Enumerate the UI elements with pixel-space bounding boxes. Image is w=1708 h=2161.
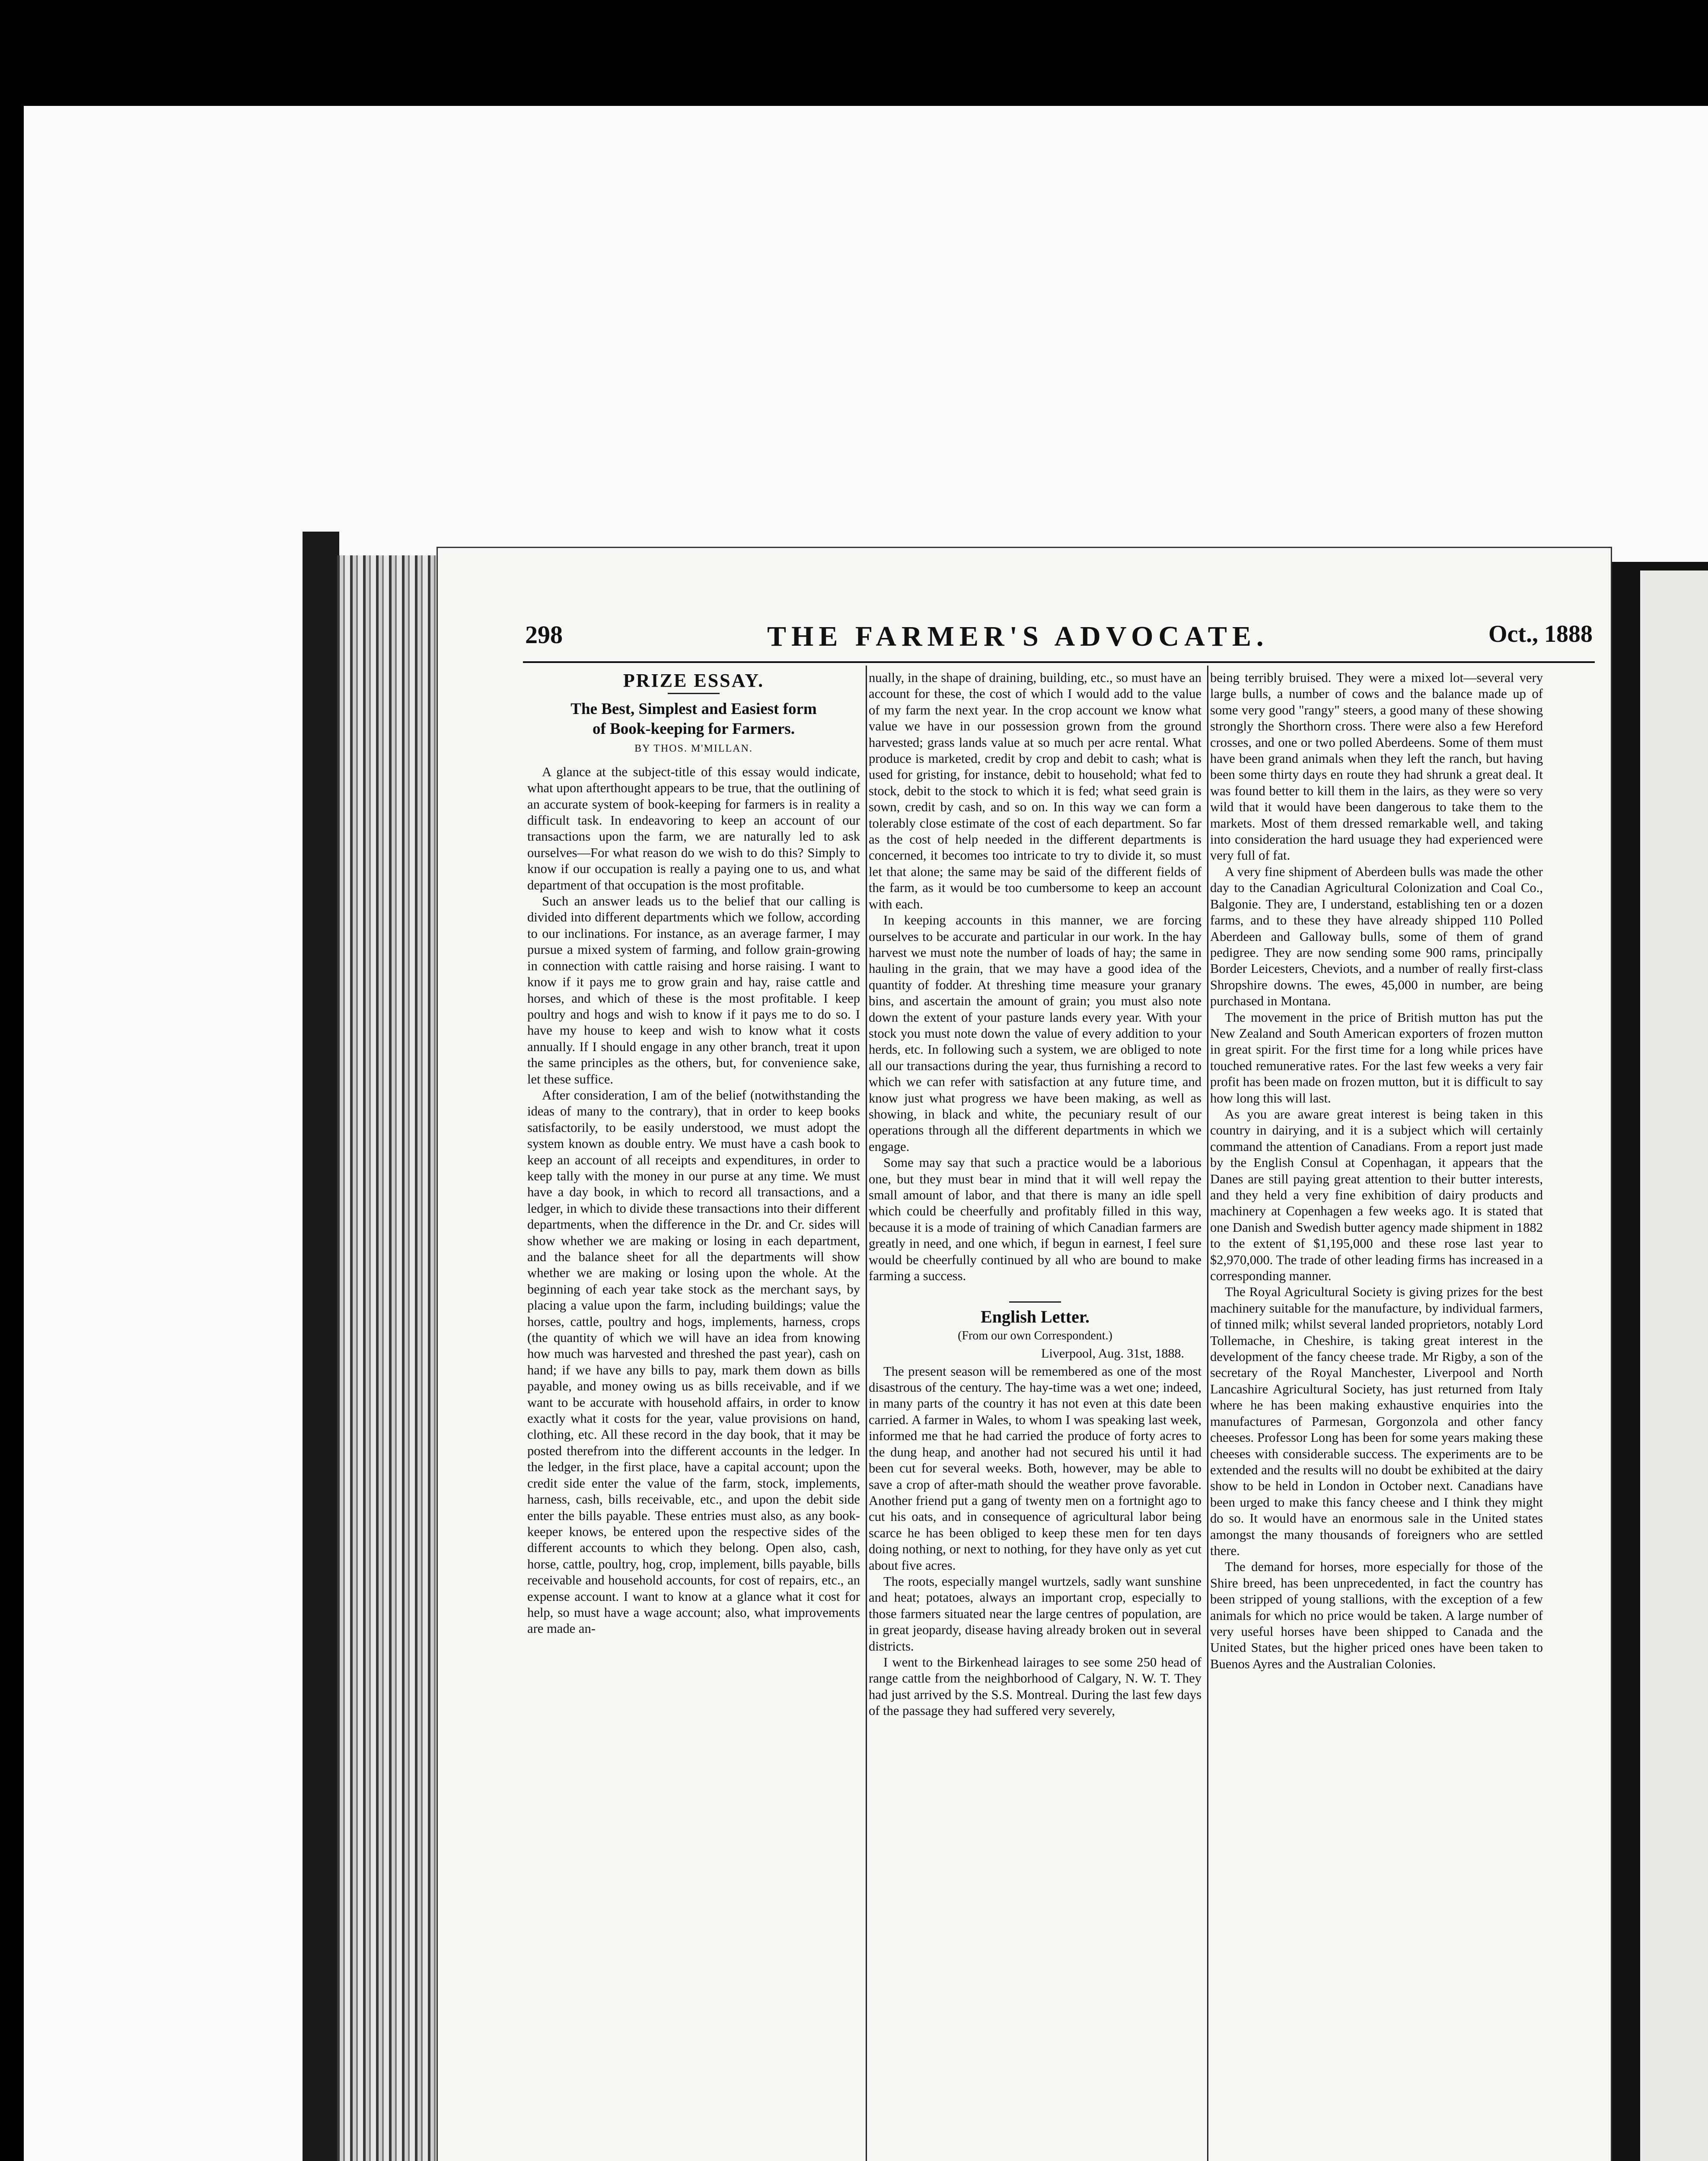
letter-paragraph: I went to the Birkenhead lairages to see some 250 head of range cattle from the neighborhood of Calgary, N. W. T. They had just arrived by the S.S. Montreal. During the last few days of the passage they had suffered very severely, [869, 1654, 1201, 1718]
essay-paragraph: In keeping accounts in this manner, we are forcing ourselves to be accurate and particular in our work. In the hay harvest we must note the number of loads of hay; the same in hauling in the grain, that we may have a good idea of the quantity of fodder. At threshing time measure your granary bins, and ascertain the amount of grain; you must also note down the extent of your pasture lands every year. With your stock you must note down the value of every addition to your herds, etc. In following such a system, we are obliged to note all our transactions during the year, thus furnishing a record to which we can refer with satisfaction at any future time, and know just what progress we have been making, as well as showing, in black and white, the pecuniary result of our operations through all the different departments in which we engage. [869, 913, 1201, 1154]
letter-subtitle: (From our own Correspondent.) [958, 1329, 1112, 1342]
section-heading: PRIZE ESSAY. [623, 670, 765, 691]
book-page-edges [337, 555, 437, 2161]
letter-paragraph: The present season will be remembered as one of the most disastrous of the century. The hay-time was a wet one; indeed, in many parts of the country it has not even at this date been carried. A farmer in Wales, to whom I was speaking last week, informed me that he had carried the produce of forty acres to the dung heap, and another had not secured his until it had been cut for several weeks. Both, however, may be able to save a crop of after-math should the weather prove favorable. Another friend put a gang of twenty men on a fortnight ago to cut his oats, and in consequence of agricultural labor being scarce he has been obliged to keep these men for ten days doing nothing, or next to nothing, for they have only as yet cut about five acres. [869, 1364, 1201, 1573]
letter-paragraph: As you are aware great interest is being taken in this country in dairying, and it is a subject which will certainly command the attention of Canadians. From a report just made by the English Consul at Copenhagan, it appears that the Danes are still paying great attention to their butter interests, and they held a very fine exhibition of dairy products and machinery at Copenhagen a few weeks ago. It is stated that one Danish and Swedish butter agency made shipment in 1882 to the extent of $1,195,000 and these rose last year to $2,970,000. The trade of other leading firms has increased in a corresponding manner. [1210, 1106, 1543, 1284]
essay-paragraph: nually, in the shape of draining, building, etc., so must have an account for these, the cost of which I would add to the value of my farm the next year. In the crop account we know what value we have in our possession grown from the ground harvested; grass lands value at so much per acre rental. What produce is marketed, credit by crop and debit to cash; what is used for gristing, for instance, debit to household; what fed to stock, debit to the stock to which it is fed; what seed grain is sown, credit by cash, and so on. In this way we can form a tolerably close estimate of the cost of each department. So far as the cost of help needed in the different departments is concerned, it becomes too intricate to try to divide it, so must let that alone; the same may be said of the different fields of the farm, as it would be too cumbersome to keep an account with each. [869, 670, 1201, 912]
column-rule-2 [1207, 666, 1208, 2161]
page-header [525, 620, 1593, 655]
letter-paragraph: The demand for horses, more especially for those of the Shire breed, has been unprecedented, in fact the country has been stripped of young stallions, with the exception of a few animals for which no price would be taken. A large number of very useful horses have been shipped to Canada and the United States, but the higher priced ones have been taken to Buenos Ayres and the Australian Colonies. [1210, 1559, 1543, 1671]
letter-paragraph: being terribly bruised. They were a mixed lot—several very large bulls, a number of cows and the balance made up of some very good "rangy" steers, a good many of these showing strongly the Shorthorn cross. There were also a few Hereford crosses, and one or two polled Aberdeens. Some of them must have been grand animals when they left the ranch, but having been some thirty days en route they had shrunk a great deal. It was found better to kill them in the lairs, as they were so very wild that it would have been dangerous to take them to the markets. Most of them dressed remarkable well, and taking into consideration the hard usuage they had experienced were very full of fat. [1210, 670, 1543, 863]
letter-title: English Letter. [981, 1307, 1090, 1327]
essay-byline: BY THOS. M'MILLAN. [634, 743, 753, 755]
column-rule-1 [866, 666, 867, 2161]
essay-title-line-1: The Best, Simplest and Easiest form [570, 700, 817, 718]
column-3 [1210, 670, 1543, 1672]
issue-date: Oct., 1888 [1488, 621, 1593, 647]
header-rule [523, 661, 1595, 663]
essay-paragraph: Such an answer leads us to the belief that our calling is divided into different departments which we follow, according to our inclinations. For instance, as an average farmer, I may pursue a mixed system of farming, and follow grain-growing in connection with cattle raising and horse raising. I want to know if it pays me to grow grain and hay, raise cattle and horses, and which of these is the most profitable. I keep poultry and hogs and wish to know if it pays me to do so. I have my house to keep and wish to know what it costs annually. If I should engage in any other branch, treat it upon the same principles as the others, but, for convenience sake, let these suffice. [527, 894, 860, 1087]
letter-paragraph: The Royal Agricultural Society is giving prizes for the best machinery suitable for the manufacture, by individual farmers, of tinned milk; whilst several landed proprietors, notably Lord Tollemache, in Cheshire, is taking great interest in the development of the fancy cheese trade. Mr Rigby, a son of the secretary of the Royal Manchester, Liverpool and North Lancashire Agricultural Society, has just returned from Italy where he has been making exhaustive enquiries into the manufactures of Parmesan, Gorgonzola and other fancy cheeses. Professor Long has been for some years making these cheeses with considerable success. The experiments are to be extended and the results will no doubt be exhibited at the dairy show to be held in London in October next. Canadians have been urged to make this fancy cheese and I think they might do so. It would have an enormous sale in the United states amongst the many thousands of foreigners who are settled there. [1210, 1284, 1543, 1558]
essay-paragraph: After consideration, I am of the belief (notwithstanding the ideas of many to the contrary), that in order to keep books satisfactorily, to be easily understood, we must adopt the system known as double entry. We must have a cash book to keep an account of all receipts and expenditures, in order to keep tally with the money in our purse at any time. We must have a day book, in which to record all transactions, and a ledger, in which to divide these transactions into their different departments, when the difference in the Dr. and Cr. sides will show whether we are making or losing in each department, and the balance sheet for all the departments will show whether we are making or losing upon the whole. At the beginning of each year take stock as the merchant says, by placing a value upon the farm, including buildings; value the horses, cattle, poultry and hogs, implements, harness, crops (the quantity of which we will have an idea from knowing how much was harvested and threshed the past year), cash on hand; if we have any bills to pay, mark them down as bills payable, and money owing us as bills receivable, and if we want to be accurate with household affairs, in order to know exactly what it costs for the year, value provisions on hand, clothing, etc. All these record in the day book, that it may be posted therefrom into the different accounts in the ledger. In the ledger, in the first place, have a capital account; upon the credit side enter the value of the farm, stock, implements, harness, cash, bills receivable, etc., and upon the debit side enter the bills payable. These entries must also, as any book-keeper knows, be entered upon the respective sides of the different accounts to which they belong. Open also, cash, horse, cattle, poultry, hog, crop, implement, bills payable, bills receivable and household accounts, for cost of repairs, etc., an expense account. I want to know at a glance what it cost for help, so must have a wage account; also, what improvements are made an- [527, 1087, 860, 1636]
journal-title: THE FARMER'S ADVOCATE. [767, 621, 1269, 652]
column-1 [527, 670, 860, 1637]
newspaper-page [437, 547, 1612, 2161]
page-number: 298 [525, 621, 563, 649]
book-spine-shadow [303, 532, 339, 2161]
essay-paragraph: Some may say that such a practice would be a laborious one, but they must bear in mind that it will well repay the small amount of labor, and that there is many an idle spell which could be cheerfully and profitably filled in this way, because it is a mode of training of which Canadian farmers are greatly in need, and one which, if begun in earnest, I feel sure would be cheerfully continued by all who are bound to make farming a success. [869, 1155, 1201, 1284]
facing-page-edge [1640, 571, 1708, 2161]
letter-dateline: Liverpool, Aug. 31st, 1888. [1041, 1346, 1184, 1361]
letter-paragraph: The roots, especially mangel wurtzels, sadly want sunshine and heat; potatoes, always an important crop, especially to those farmers situated near the large centres of population, are in great jeopardy, disease having already broken out in several districts. [869, 1574, 1201, 1654]
letter-paragraph: The movement in the price of British mutton has put the New Zealand and South American exporters of frozen mutton in great spirit. For the first time for a long while prices have touched remunerative rates. For the last few weeks a very fair profit has been made on frozen mutton, but it is difficult to say how long this will last. [1210, 1010, 1543, 1106]
essay-title-line-2: of Book-keeping for Farmers. [593, 720, 795, 738]
essay-paragraph: A glance at the subject-title of this essay would indicate, what upon afterthought appears to be true, that the outlining of an accurate system of book-keeping for farmers is in reality a difficult task. In endeavoring to keep an account of our transactions upon the farm, we are naturally led to ask ourselves—For what reason do we wish to do this? Simply to know if our occupation is really a paying one to us, and what department of that occupation is the most profitable. [527, 764, 860, 892]
article-separator [1009, 1301, 1061, 1303]
letter-paragraph: A very fine shipment of Aberdeen bulls was made the other day to the Canadian Agricultural Colonization and Coal Co., Balgonie. They are, I understand, establishing ten or a dozen farms, and to these they have already shipped 110 Polled Aberdeen and Galloway bulls, some of them of grand pedigree. They are now sending some 900 rams, principally Border Leicesters, Cheviots, and a number of really first-class Shropshire downs. The ewes, 45,000 in number, are being purchased in Montana. [1210, 864, 1543, 1009]
scan-border-top [0, 0, 1708, 106]
heading-rule [668, 693, 720, 694]
column-2 [869, 670, 1201, 1719]
